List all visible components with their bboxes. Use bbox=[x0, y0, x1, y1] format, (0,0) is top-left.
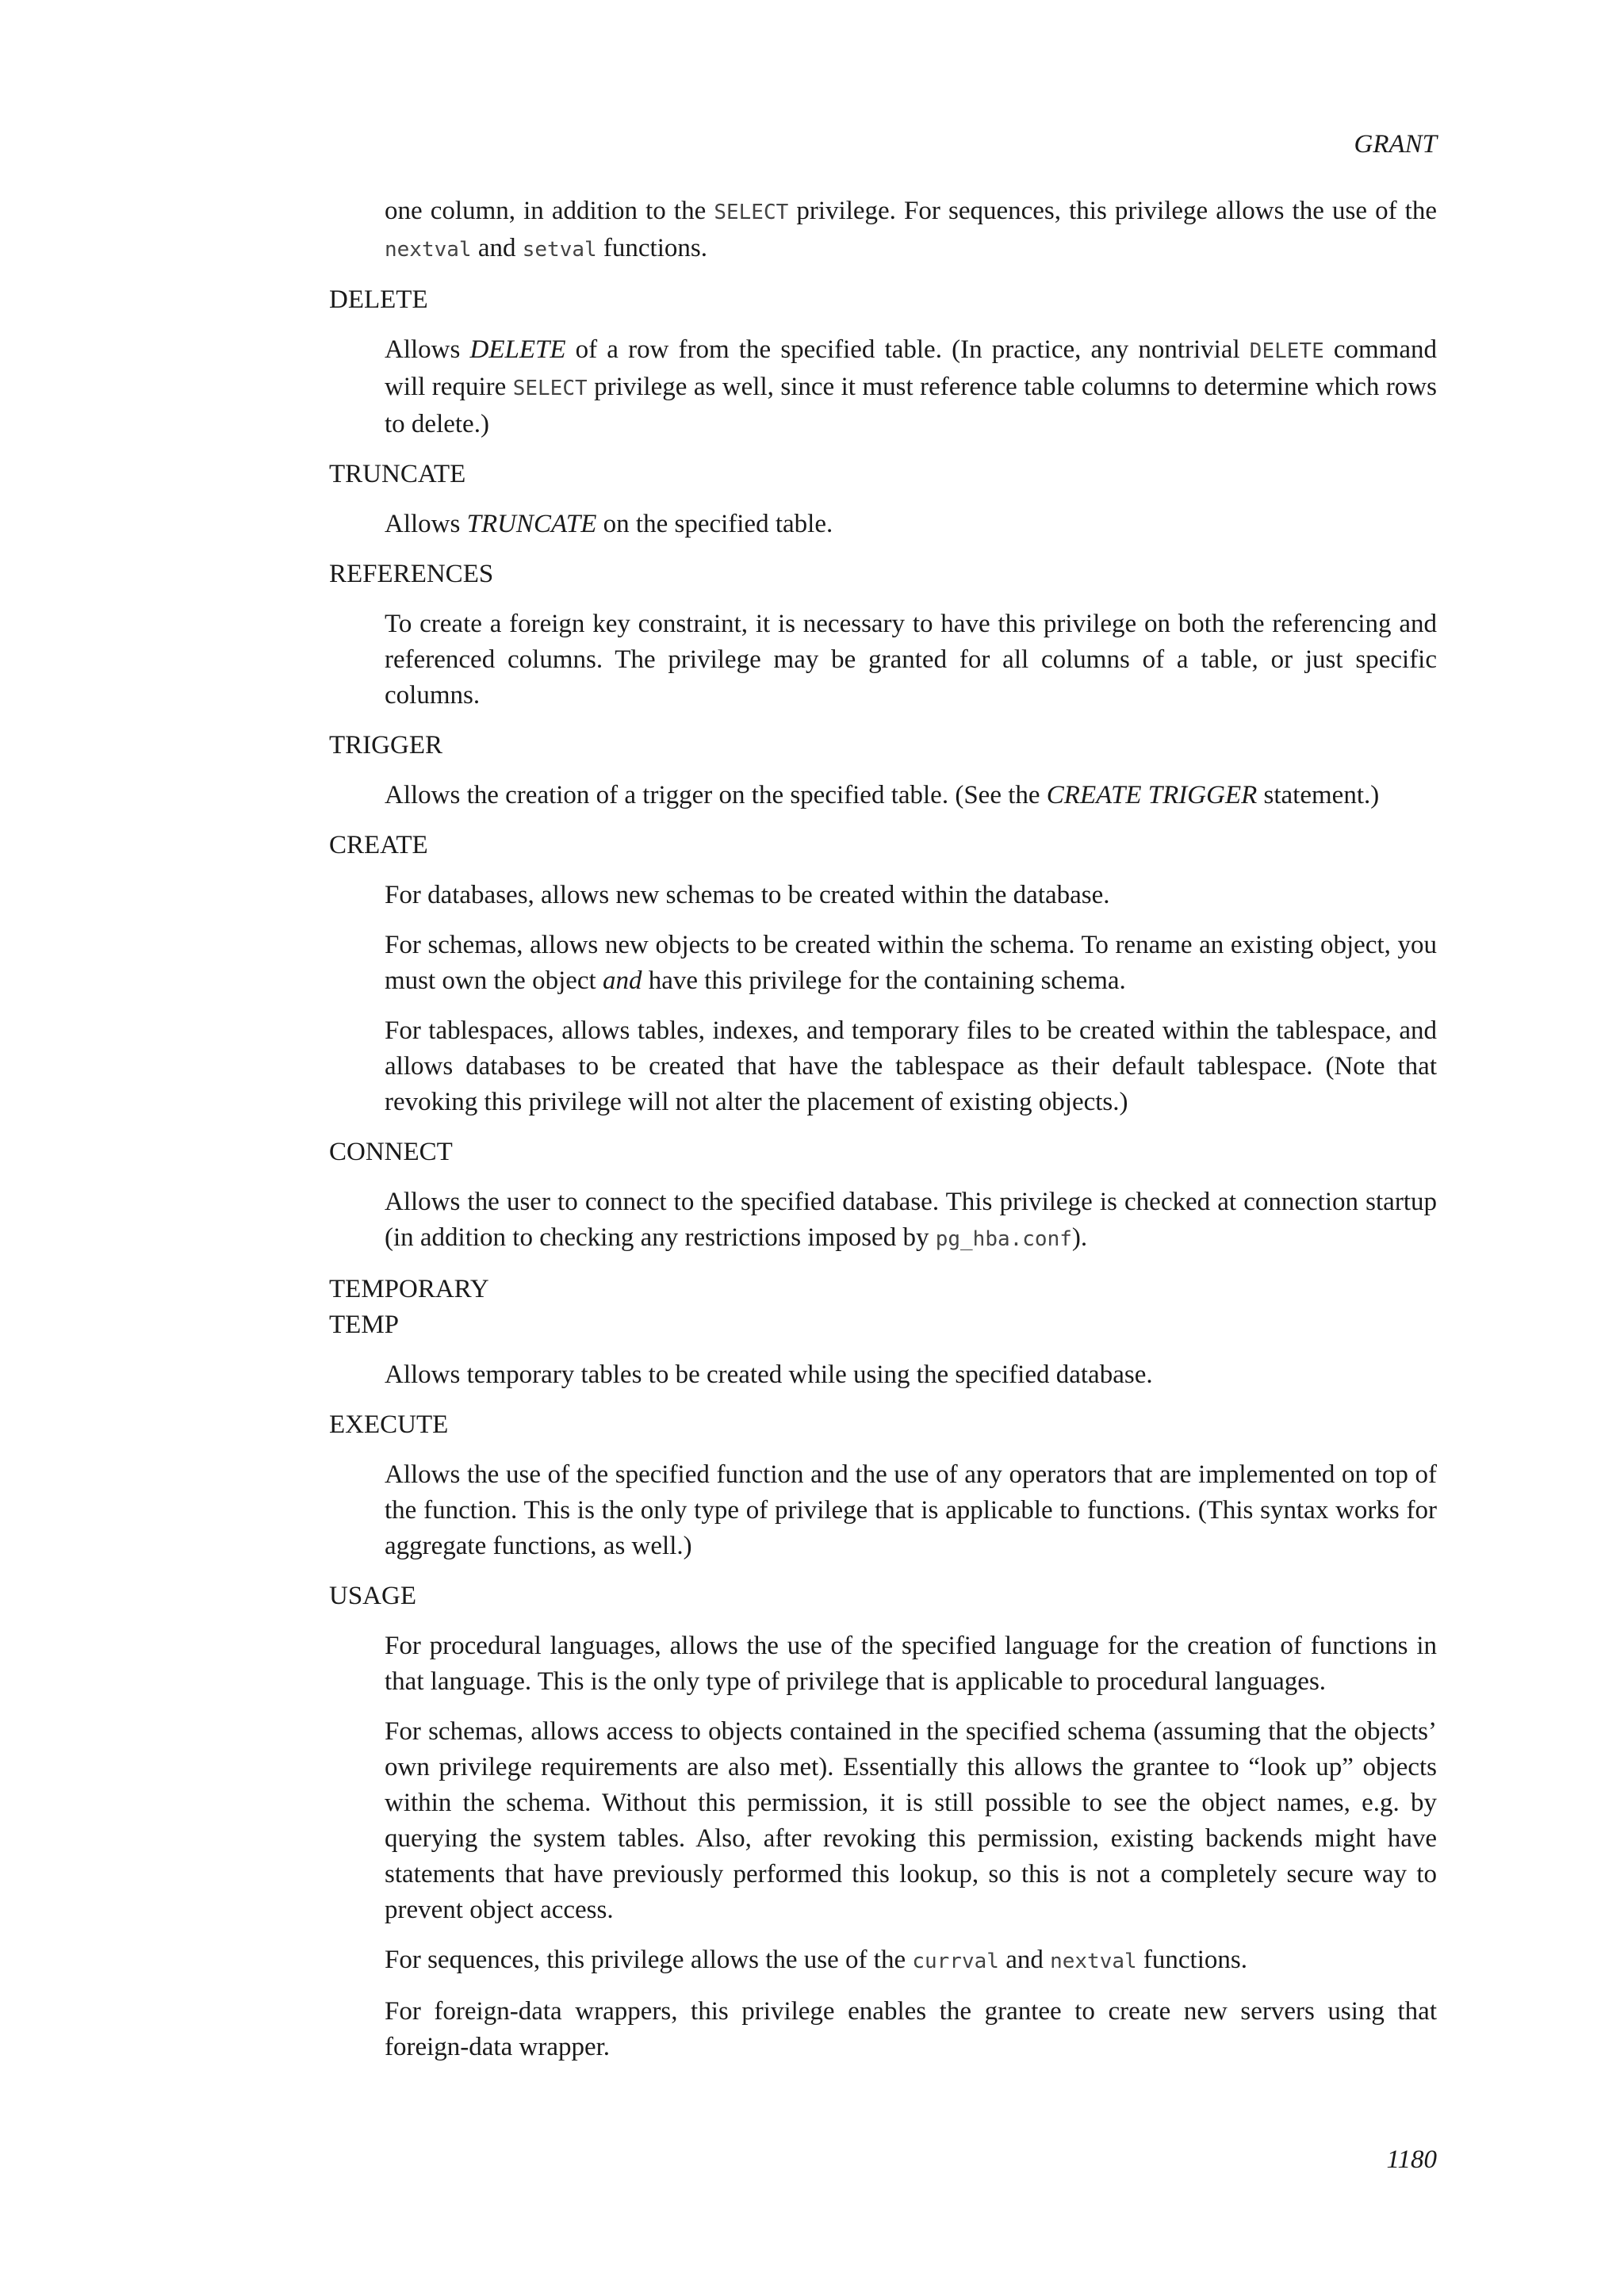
term-connect: CONNECT bbox=[329, 1138, 453, 1166]
code-nextval: nextval bbox=[385, 238, 472, 262]
term-truncate: TRUNCATE bbox=[329, 460, 466, 488]
definition-usage-fdw: For foreign-data wrappers, this privilege enables the grantee to create new servers using that foreign-data wrapper. bbox=[385, 1997, 1437, 2061]
definition-usage-sequences: For sequences, this privilege allows the use of the currval and nextval functions. bbox=[385, 1946, 1247, 1974]
definition-create-tablespaces: For tablespaces, allows tables, indexes, and temporary files to be created within the tablespace, and allows databases to be created that have the tablespace as their default tablespace. (Note that revoking this privilege will not alter the placement of existing objects.) bbox=[385, 1016, 1437, 1116]
definition-usage-languages: For procedural languages, allows the use of the specified language for the creation of functions in that language. This is the only type of privilege that is applicable to procedural languages. bbox=[385, 1632, 1437, 1696]
definition-references: To create a foreign key constraint, it is necessary to have this privilege on both the referencing and referenced columns. The privilege may be granted for all columns of a table, or just specific columns. bbox=[385, 610, 1437, 710]
definition-execute: Allows the use of the specified function and the use of any operators that are implemented on top of the function. This is the only type of privilege that is applicable to functions. (This syntax works for aggregate functions, as well.) bbox=[385, 1460, 1437, 1560]
term-usage: USAGE bbox=[329, 1582, 417, 1610]
term-temporary: TEMPORARY bbox=[329, 1275, 489, 1303]
term-references: REFERENCES bbox=[329, 560, 494, 588]
definition-delete: Allows DELETE of a row from the specified table. (In practice, any nontrivial DELETE command will require SELECT privilege as well, since it must reference table columns to determine which rows to delete.) bbox=[385, 335, 1437, 438]
term-temp: TEMP bbox=[329, 1311, 400, 1339]
definition-temp: Allows temporary tables to be created while using the specified database. bbox=[385, 1360, 1153, 1389]
term-delete: DELETE bbox=[329, 285, 428, 314]
term-trigger: TRIGGER bbox=[329, 731, 442, 760]
paragraph-continuation: one column, in addition to the SELECT privilege. For sequences, this privilege allows the use of the nextval and setval functions. bbox=[385, 197, 1437, 262]
definition-create-schemas: For schemas, allows new objects to be created within the schema. To rename an existing object, you must own the object and have this privilege for the containing schema. bbox=[385, 931, 1437, 995]
running-header: GRANT bbox=[1354, 130, 1437, 159]
code-select: SELECT bbox=[714, 201, 789, 224]
definition-trigger: Allows the creation of a trigger on the specified table. (See the CREATE TRIGGER statement.) bbox=[385, 781, 1380, 809]
definition-usage-schemas: For schemas, allows access to objects contained in the specified schema (assuming that the objects’ own privilege requirements are also met). Essentially this allows the grantee to “look up” objects within the schema. Without this permission, it is still possible to see the object names, e.g. by querying the system tables. Also, after revoking this permission, existing backends might have statements that have previously performed this lookup, so this is not a completely secure way to prevent object access. bbox=[385, 1717, 1437, 1924]
code-setval: setval bbox=[522, 238, 597, 262]
definition-create-databases: For databases, allows new schemas to be created within the database. bbox=[385, 881, 1110, 909]
term-create: CREATE bbox=[329, 831, 428, 859]
page-body bbox=[329, 193, 1437, 2080]
definition-truncate: Allows TRUNCATE on the specified table. bbox=[385, 510, 833, 538]
term-execute: EXECUTE bbox=[329, 1410, 449, 1439]
definition-connect: Allows the user to connect to the specified database. This privilege is checked at connection startup (in addition to checking any restrictions imposed by pg_hba.conf). bbox=[385, 1188, 1437, 1252]
page-number: 1180 bbox=[1386, 2145, 1437, 2174]
